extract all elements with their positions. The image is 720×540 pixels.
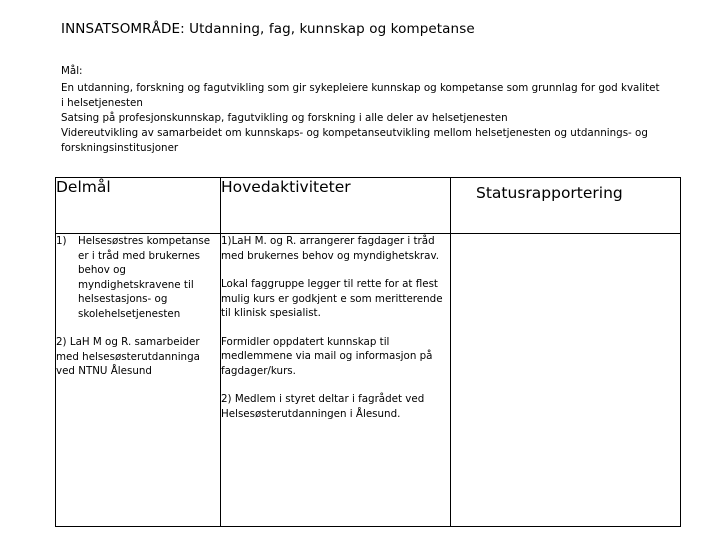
header-hovedaktiviteter: Hovedaktiviteter (221, 178, 451, 234)
goal-line: En utdanning, forskning og fagutvikling som gir sykepleiere kunnskap og kompetanse som grunnlag for god kvalitet i helsetjenesten (61, 82, 660, 109)
header-delmal: Delmål (56, 178, 221, 234)
activity-item: Lokal faggruppe legger til rette for at flest mulig kurs er godkjent e som meritterende til klinisk spesialist. (221, 278, 443, 319)
goals-label: Mål: (61, 65, 83, 77)
activity-item: 1)LaH M. og R. arrangerer fagdager i tråd med brukernes behov og myndighetskrav. (221, 235, 440, 262)
status-cell (451, 234, 681, 527)
goal-line: Satsing på profesjonskunnskap, fagutvikling og forskning i alle deler av helsetjenesten (61, 112, 508, 124)
header-status: Statusrapportering (476, 184, 623, 202)
delmal-item-2: 2) LaH M og R. samarbeider med helsesøsterutdanninga ved NTNU Ålesund (56, 336, 200, 377)
table-row (56, 234, 681, 527)
hovedaktiviteter-cell (221, 234, 451, 527)
goal-line: Videreutvikling av samarbeidet om kunnskaps- og kompetanseutvikling mellom helsetjenesten og utdannings- og forskningsinstitusjoner (61, 127, 648, 154)
goals-section (61, 64, 661, 156)
delmal-item-1 (56, 234, 220, 321)
delmal-item-1-number: 1) (56, 235, 67, 247)
activity-table (55, 177, 681, 527)
delmal-cell (56, 234, 221, 527)
activity-item: 2) Medlem i styret deltar i fagrådet ved Helsesøsterutdanningen i Ålesund. (221, 393, 425, 420)
delmal-item-1-text: Helsesøstres kompetanse er i tråd med brukernes behov og myndighetskravene til helsestasjons- og skolehelsetjenesten (78, 235, 211, 320)
activity-item: Formidler oppdatert kunnskap til medlemmene via mail og informasjon på fagdager/kurs. (221, 335, 433, 377)
page-title: INNSATSOMRÅDE: Utdanning, fag, kunnskap og kompetanse (61, 21, 475, 37)
